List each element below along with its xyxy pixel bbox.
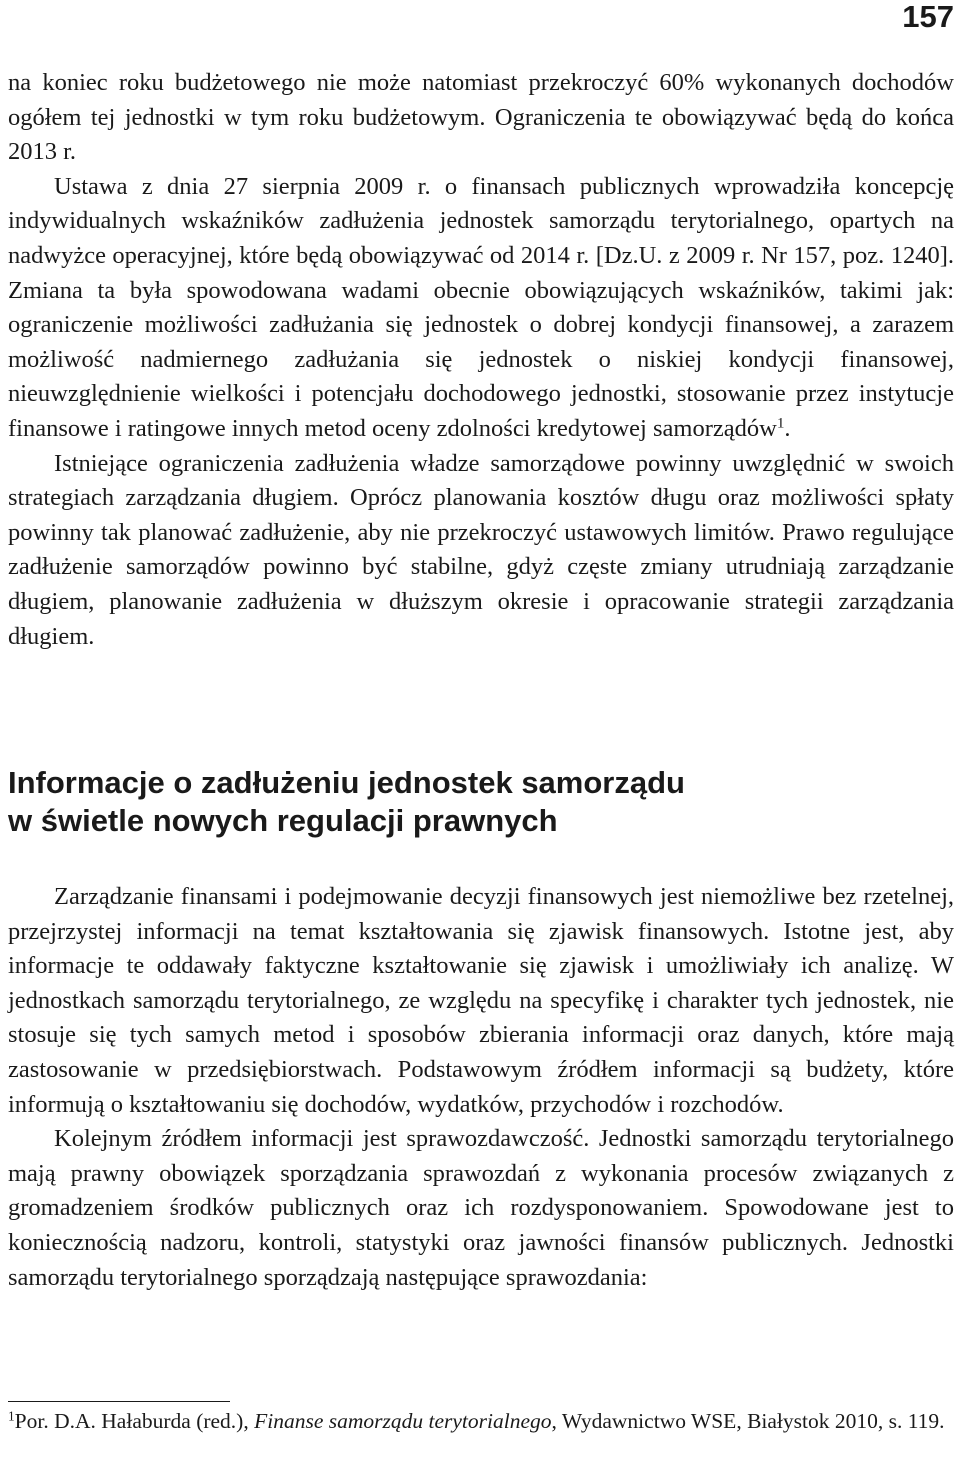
paragraph-text: Ustawa z dnia 27 sierpnia 2009 r. o finansach publicznych wprowadziła koncepcję indywidualnych wskaźników zadłużenia jednostek samorządu terytorialnego, opartych na nadwyżce operacyjnej, które będą obowiązywać od 2014 r. [Dz.U. z 2009 r. Nr 157, poz. 1240]. Zmiana ta była spowodowana wadami obecnie obowiązujących wskaźników, takimi jak: ograniczenie możliwości zadłużania się jednostek o dobrej kondycji finansowej, a zarazem możliwość nadmiernego zadłużania się jednostek o niskiej kondycji finansowej, nieuwzględnienie wielkości i potencjału dochodowego jednostki, stosowanie przez instytucje finansowe i ratingowe innych metod oceny zdolności kredytowej samorządów [8, 172, 954, 442]
body-text-lower [8, 880, 954, 1295]
page-number: 157 [902, 0, 954, 34]
section-heading [8, 764, 954, 840]
paragraph-reporting: Kolejnym źródłem informacji jest sprawozdawczość. Jednostki samorządu terytorialnego mają prawny obowiązek sporządzania sprawozdań z wykonania procesów związanych z gromadzeniem środków publicznych oraz ich rozdysponowaniem. Spowodowane jest to koniecznością nadzoru, kontroli, statystyki oraz jawności finansów publicznych. Jednostki samorządu terytorialnego sporządzają następujące sprawozdania: [8, 1125, 954, 1291]
footnote-authors: Por. D.A. Hałaburda (red.), [14, 1409, 255, 1433]
footnote [8, 1406, 954, 1436]
footnote-marker: 1 [8, 1408, 15, 1424]
paragraph-public-finance-act [8, 170, 954, 447]
paragraph-financial-information: Zarządzanie finansami i podejmowanie decyzji finansowych jest niemożliwe bez rzetelnej, przejrzystej informacji na temat kształtowania się zjawisk finansowych. Istotne jest, aby informacje te oddawały faktyczne kształtowanie się zjawisk i umożliwiały ich analizę. W jednostkach samorządu terytorialnego, ze względu na specyfikę i charakter tych jednostek, nie stosuje się tych samych metod i sposobów zbierania informacji oraz danych, które mają zastosowanie w przedsiębiorstwach. Podstawowym źródłem informacji są budżety, które informują o kształtowaniu się dochodów, wydatków, przychodów i rozchodów. [8, 883, 954, 1118]
footnote-reference: 1 [776, 414, 785, 432]
footnote-publisher: , Wydawnictwo WSE, Białystok 2010, s. 119. [551, 1409, 945, 1433]
body-text-upper [8, 66, 954, 654]
paragraph-continuation: na koniec roku budżetowego nie może natomiast przekroczyć 60% wykonanych dochodów ogółem tej jednostki w tym roku budżetowym. Ograniczenia te obowiązywać będą do końca 2013 r. [8, 69, 954, 166]
paragraph-debt-limits: Istniejące ograniczenia zadłużenia władze samorządowe powinny uwzględnić w swoich strategiach zarządzania długiem. Oprócz planowania kosztów długu oraz możliwości spłaty powinny tak planować zadłużenie, aby nie przekroczyć ustawowych limitów. Prawo regulujące zadłużenie samorządów powinno być stabilne, gdyż częste zmiany utrudniają zarządzanie długiem, planowanie zadłużenia w dłuższym okresie i opracowanie strategii zarządzania długiem. [8, 449, 954, 650]
section-heading-line-2: w świetle nowych regulacji prawnych [8, 803, 558, 838]
paragraph-end: . [784, 414, 791, 442]
footnote-separator [8, 1401, 230, 1402]
section-heading-line-1: Informacje o zadłużeniu jednostek samorządu [8, 765, 685, 800]
footnote-title: Finanse samorządu terytorialnego [254, 1409, 552, 1433]
